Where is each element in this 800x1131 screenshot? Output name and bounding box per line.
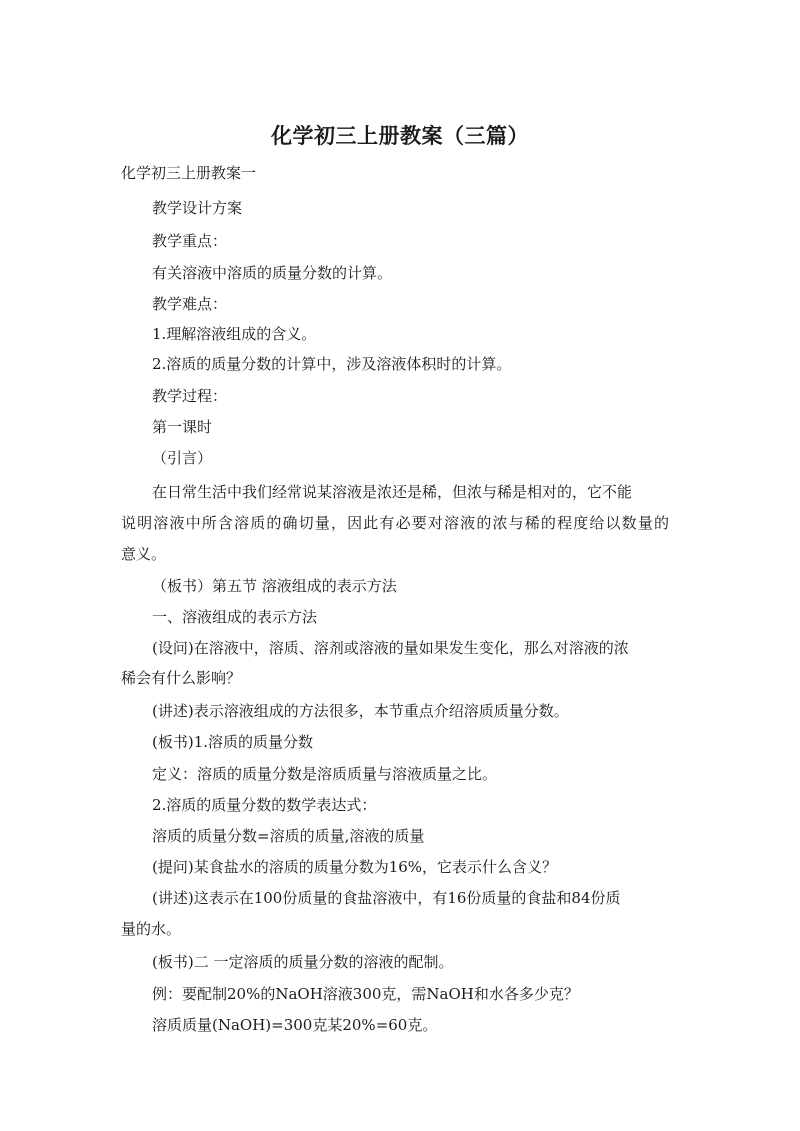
paragraph: (板书)1.溶质的质量分数 bbox=[152, 733, 314, 751]
paragraph: 说明溶液中所含溶质的确切量，因此有必要对溶液的浓与稀的程度给以数量的 bbox=[121, 514, 669, 532]
paragraph: 一、溶液组成的表示方法 bbox=[152, 608, 318, 626]
paragraph: 溶质的质量分数=溶质的质量,溶液的质量 bbox=[152, 827, 425, 845]
paragraph: 2.溶质的质量分数的计算中，涉及溶液体积时的计算。 bbox=[152, 355, 512, 373]
document-title: 化学初三上册教案（三篇） bbox=[271, 124, 529, 148]
paragraph: (板书)二 一定溶质的质量分数的溶液的配制。 bbox=[152, 953, 454, 971]
paragraph: 2.溶质的质量分数的数学表达式： bbox=[152, 796, 377, 814]
paragraph: （板书）第五节 溶液组成的表示方法 bbox=[152, 577, 397, 595]
paragraph: （引言） bbox=[152, 449, 213, 467]
paragraph: 在日常生活中我们经常说某溶液是浓还是稀，但浓与稀是相对的，它不能 bbox=[152, 483, 633, 501]
section-heading: 化学初三上册教案一 bbox=[121, 164, 257, 182]
paragraph: 有关溶液中溶质的质量分数的计算。 bbox=[152, 264, 393, 282]
paragraph: (讲述)这表示在100份质量的食盐溶液中，有16份质量的食盐和84份质 bbox=[152, 889, 621, 907]
paragraph: (讲述)表示溶液组成的方法很多，本节重点介绍溶质质量分数。 bbox=[152, 702, 569, 720]
paragraph: 意义。 bbox=[121, 545, 167, 563]
paragraph: 例：要配制20%的NaOH溶液300克，需NaOH和水各多少克？ bbox=[152, 985, 579, 1003]
paragraph: 教学重点： bbox=[152, 232, 228, 250]
paragraph: 溶质质量(NaOH)=300克某20%=60克。 bbox=[152, 1016, 438, 1034]
paragraph: 第一课时 bbox=[152, 418, 213, 436]
paragraph: 稀会有什么影响？ bbox=[121, 669, 242, 687]
paragraph: 定义：溶质的质量分数是溶质质量与溶液质量之比。 bbox=[152, 765, 498, 783]
paragraph: 量的水。 bbox=[121, 920, 182, 938]
paragraph: (设问)在溶液中，溶质、溶剂或溶液的量如果发生变化，那么对溶液的浓 bbox=[152, 639, 629, 657]
paragraph: 教学过程： bbox=[152, 387, 228, 405]
paragraph: 1.理解溶液组成的含义。 bbox=[152, 325, 317, 343]
paragraph: 教学设计方案 bbox=[152, 199, 243, 217]
paragraph: 教学难点： bbox=[152, 295, 228, 313]
paragraph: (提问)某食盐水的溶质的质量分数为16%，它表示什么含义？ bbox=[152, 858, 558, 876]
